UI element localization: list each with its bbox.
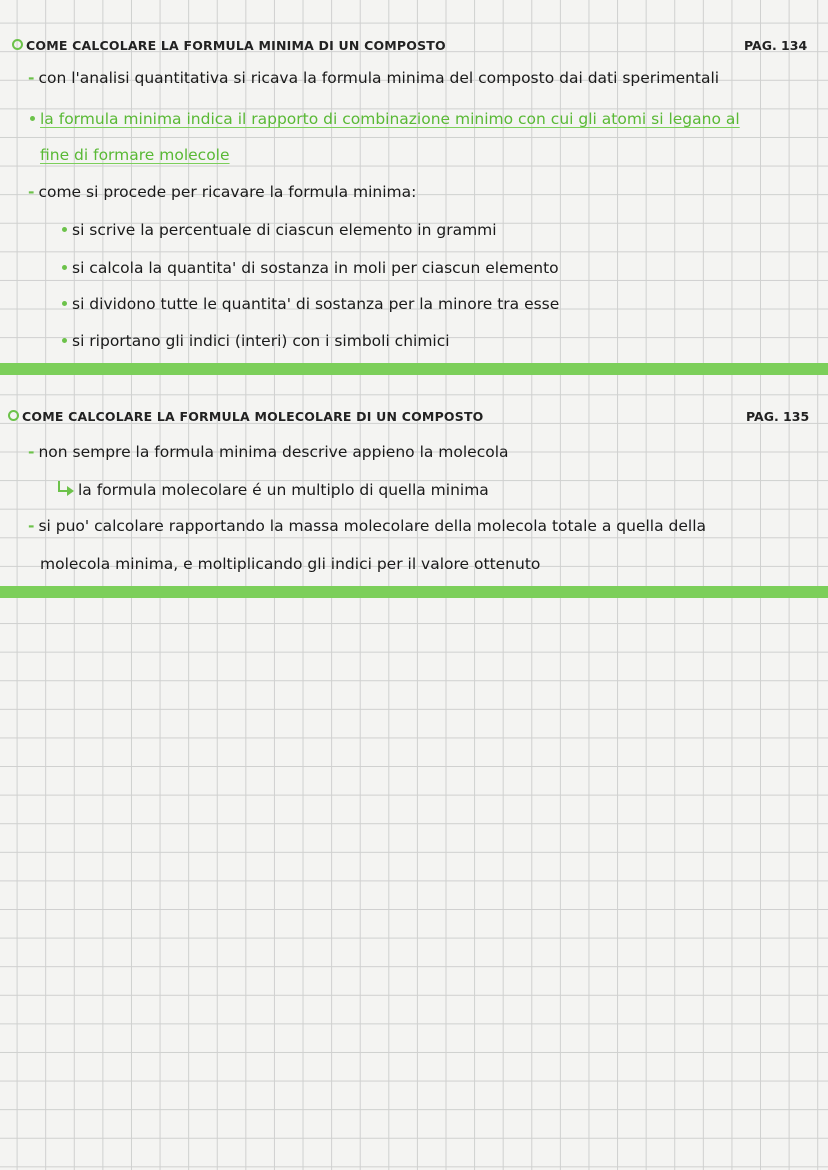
section2-line2-cont [40, 552, 540, 576]
section2-line2a-text: si puo' calcolare rapportando la massa molecolare della molecola totale a quella della [38, 517, 707, 535]
step-item [62, 292, 559, 316]
section2-heading [8, 405, 484, 429]
section2-arrow-line [56, 478, 489, 502]
section1-procedure-intro-text: come si procede per ricavare la formula minima: [38, 183, 417, 201]
section1-highlight-cont [40, 143, 230, 167]
dot-bullet-icon [62, 338, 67, 343]
step-item [62, 329, 450, 353]
dash-bullet-icon: - [28, 183, 35, 201]
step-text: si riportano gli indici (interi) con i simboli chimici [72, 332, 450, 350]
section2-line2 [28, 514, 706, 538]
section-divider [0, 586, 828, 598]
dash-bullet-icon: - [28, 517, 35, 535]
step-item [62, 256, 559, 280]
section1-heading [12, 34, 446, 58]
step-text: si dividono tutte le quantita' di sostanza per la minore tra esse [72, 295, 560, 313]
section2-line1-text: non sempre la formula minima descrive appieno la molecola [38, 443, 509, 461]
section2-title: COME CALCOLARE LA FORMULA MOLECOLARE DI UN COMPOSTO [22, 409, 484, 424]
section1-line1-text: con l'analisi quantitativa si ricava la formula minima del composto dai dati sperimentali [38, 69, 720, 87]
section1-highlight-line2: fine di formare molecole [40, 146, 230, 164]
section1-line1 [28, 66, 719, 90]
dot-bullet-icon [62, 301, 67, 306]
dot-bullet-icon [30, 116, 35, 121]
section2-line2b-text: molecola minima, e moltiplicando gli indici per il valore ottenuto [40, 555, 541, 573]
circle-bullet-icon [8, 410, 19, 421]
section1-highlight [30, 107, 740, 131]
section1-title: COME CALCOLARE LA FORMULA MINIMA DI UN COMPOSTO [26, 38, 446, 53]
section1-procedure-intro [28, 180, 416, 204]
section2-arrow-text: la formula molecolare é un multiplo di quella minima [78, 481, 489, 499]
section1-highlight-line1: la formula minima indica il rapporto di combinazione minimo con cui gli atomi si legano al [40, 110, 740, 128]
step-text: si calcola la quantita' di sostanza in moli per ciascun elemento [72, 259, 559, 277]
step-item [62, 218, 497, 242]
section2-line1 [28, 440, 509, 464]
circle-bullet-icon [12, 39, 23, 50]
step-text: si scrive la percentuale di ciascun elemento in grammi [72, 221, 497, 239]
dash-bullet-icon: - [28, 443, 35, 461]
dot-bullet-icon [62, 227, 67, 232]
dash-bullet-icon: - [28, 69, 35, 87]
arrow-right-icon [56, 481, 74, 497]
section-divider [0, 363, 828, 375]
section2-page-ref: PAG. 135 [746, 409, 810, 424]
dot-bullet-icon [62, 265, 67, 270]
section1-page-ref: PAG. 134 [744, 38, 808, 53]
